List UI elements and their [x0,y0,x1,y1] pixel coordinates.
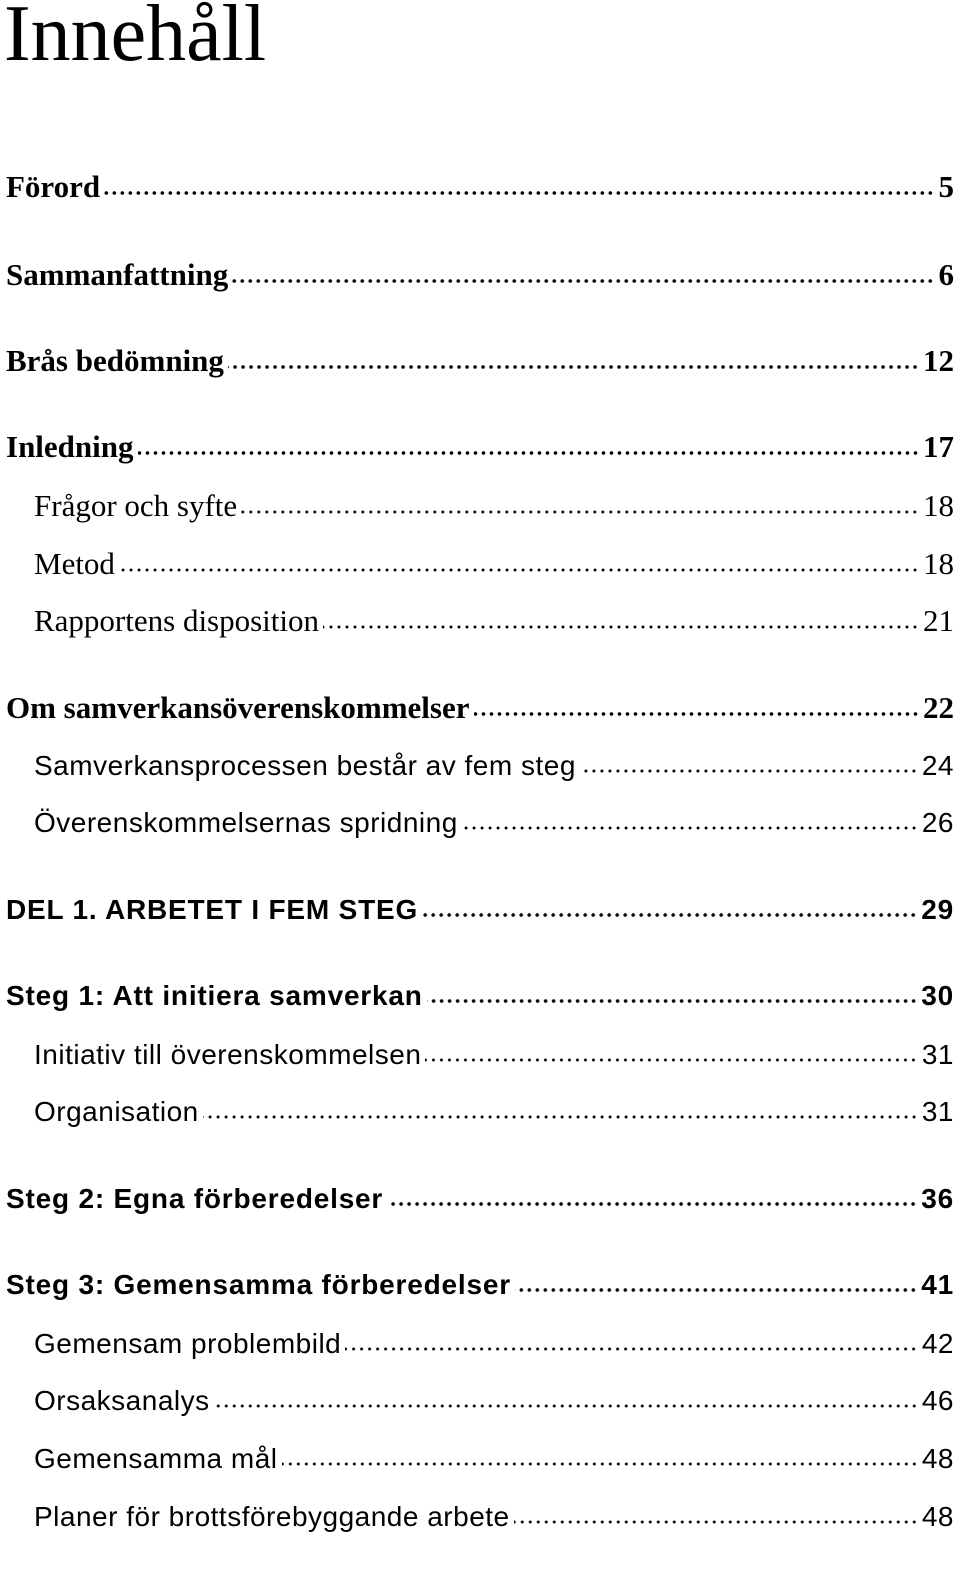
dot-leader [425,1058,917,1062]
toc-entry-label: Överenskommelsernas spridning [34,807,458,838]
toc-entry-page: 21 [923,603,954,638]
toc-entry-gemensamma-mal[interactable] [34,1445,954,1473]
toc-entry-label: Inledning [6,429,134,464]
toc-entry-planer[interactable] [34,1503,954,1531]
dot-leader [282,1462,918,1466]
dot-leader [104,191,934,195]
toc-entry-page: 36 [921,1183,954,1214]
toc-entry-label: Orsaksanalys [34,1385,210,1416]
toc-entry-page: 18 [923,546,954,581]
toc-entry-page: 6 [938,257,954,292]
dot-leader [232,279,934,283]
toc-entry-steg-3[interactable] [6,1271,954,1299]
toc-entry-label: Metod [34,546,115,581]
toc-entry-page: 17 [923,429,954,464]
dot-leader [119,568,919,572]
toc-entry-sammanfattning[interactable] [6,259,954,290]
toc-entry-page: 42 [921,1328,954,1359]
toc-entry-page: 26 [921,807,954,838]
toc-entry-page: 30 [921,980,954,1011]
toc-entry-page: 48 [921,1443,954,1474]
toc-entry-label: Initiativ till överenskommelsen [34,1039,422,1070]
toc-entry-page: 31 [921,1039,954,1070]
toc-entry-gemensam-problembild[interactable] [34,1330,954,1358]
dot-leader [474,712,919,716]
dot-leader [138,451,919,455]
toc-entry-page: 48 [921,1501,954,1532]
dot-leader [462,826,918,830]
toc-entry-organisation[interactable] [34,1098,954,1126]
toc-entry-orsaksanalys[interactable] [34,1387,954,1415]
toc-entry-om-samverkansoverenskommelser[interactable] [6,692,954,723]
toc-entry-label: DEL 1. ARBETET I FEM STEG [6,894,419,925]
toc-entry-label: Rapportens disposition [34,603,320,638]
toc-entry-bras-bedomning[interactable] [6,345,954,376]
dot-leader [323,625,919,629]
toc-entry-page: 5 [938,169,954,204]
toc-entry-forord[interactable] [6,171,954,202]
dot-leader [387,1202,917,1206]
toc-entry-label: Förord [6,169,101,204]
dot-leader [580,769,918,773]
toc-entry-fragor-och-syfte[interactable] [34,490,954,521]
toc-entry-label: Planer för brottsförebyggande arbete [34,1501,510,1532]
toc-entry-steg-2[interactable] [6,1185,954,1213]
toc-entry-overenskommelsernas-spridning[interactable] [34,809,954,837]
toc-entry-label: Steg 3: Gemensamma förberedelser [6,1269,511,1300]
toc-entry-initiativ[interactable] [34,1041,954,1069]
dot-leader [214,1404,918,1408]
toc-entry-rapportens-disposition[interactable] [34,605,954,636]
toc-entry-del-1[interactable] [6,896,954,924]
toc-entry-page: 31 [921,1096,954,1127]
dot-leader [203,1115,918,1119]
toc-entry-label: Om samverkansöverenskommelser [6,690,470,725]
toc-entry-inledning[interactable] [6,431,954,462]
dot-leader [422,913,917,917]
toc-entry-label: Samverkansprocessen består av fem steg [34,750,576,781]
dot-leader [514,1520,918,1524]
toc-entry-page: 41 [921,1269,954,1300]
dot-leader [345,1347,918,1351]
dot-leader [241,510,919,514]
dot-leader [427,999,918,1003]
toc-entry-steg-1[interactable] [6,982,954,1010]
toc-entry-label: Steg 1: Att initiera samverkan [6,980,423,1011]
toc-entry-label: Steg 2: Egna förberedelser [6,1183,384,1214]
dot-leader [515,1288,917,1292]
toc-entry-page: 22 [923,690,954,725]
toc-entry-page: 24 [921,750,954,781]
toc-entry-samverkansprocessen[interactable] [34,752,954,780]
toc-entry-label: Frågor och syfte [34,488,238,523]
toc-entry-label: Gemensam problembild [34,1328,342,1359]
toc-entry-label: Brås bedömning [6,343,224,378]
toc-entry-page: 29 [921,894,954,925]
toc-entry-label: Sammanfattning [6,257,229,292]
toc-entry-page: 46 [921,1385,954,1416]
toc-entry-label: Gemensamma mål [34,1443,278,1474]
dot-leader [228,365,919,369]
toc-entry-page: 12 [923,343,954,378]
toc-entry-metod[interactable] [34,548,954,579]
page-title: Innehåll [4,0,267,78]
toc-entry-label: Organisation [34,1096,199,1127]
toc-entry-page: 18 [923,488,954,523]
